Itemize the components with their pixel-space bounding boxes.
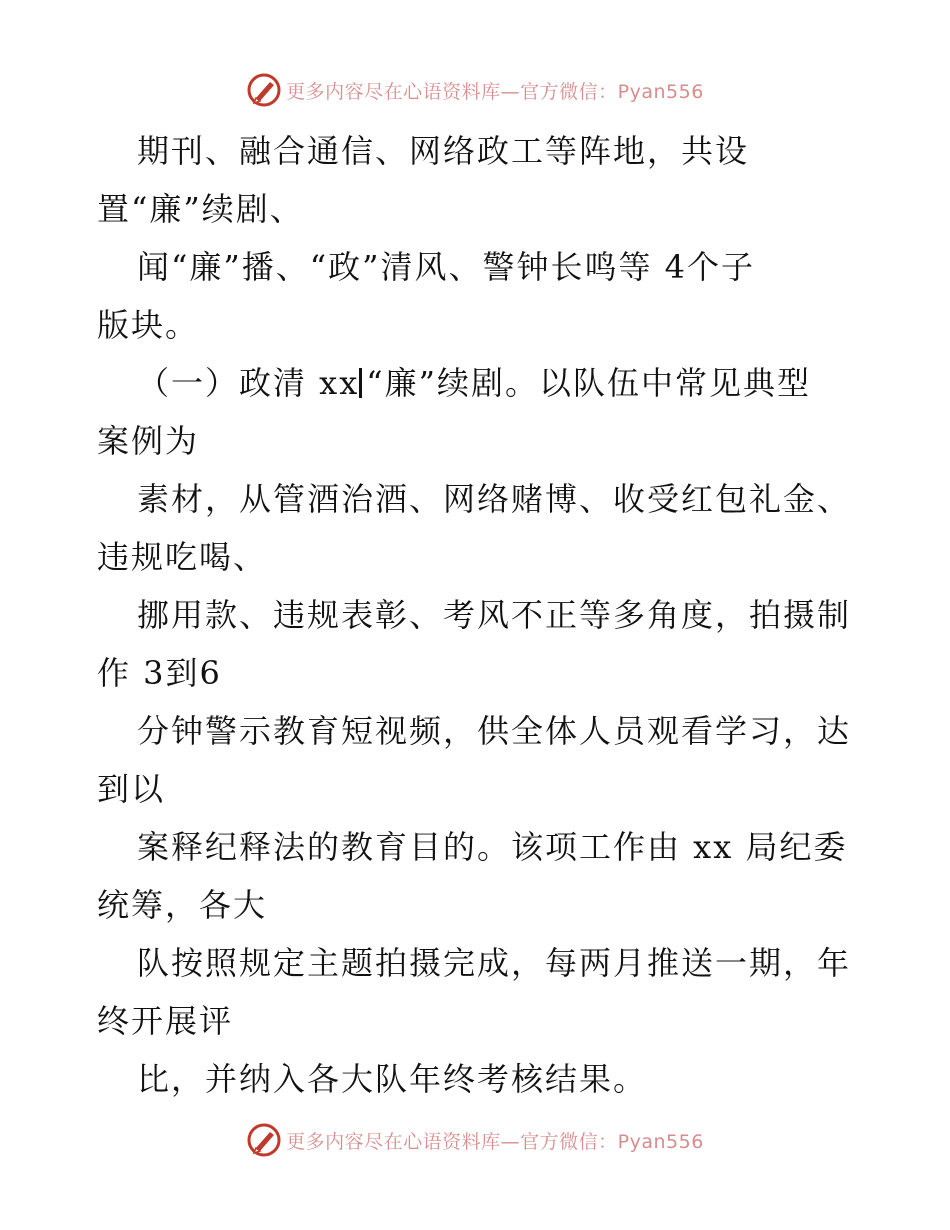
body-line-section-heading	[97, 354, 857, 412]
body-line: 终开展评	[97, 1002, 234, 1040]
section-heading-label: （一）政清 xx	[137, 364, 360, 402]
body-line: 统筹，各大	[97, 886, 268, 924]
body-line: 挪用款、违规表彰、考风不正等多角度，拍摄制	[137, 596, 852, 634]
footer-banner-text: 更多内容尽在心语资料库—官方微信：Pyan556	[286, 1130, 704, 1153]
text-cursor	[359, 368, 362, 398]
body-line: 案例为	[97, 422, 200, 460]
body-line: 置“廉”续剧、	[97, 190, 304, 228]
body-line: 期刊、融合通信、网络政工等阵地，共设	[137, 132, 750, 170]
body-line: 违规吃喝、	[97, 538, 268, 576]
body-line: 素材，从管酒治酒、网络赌博、收受红包礼金、	[137, 480, 852, 518]
header-banner-text: 更多内容尽在心语资料库—官方微信：Pyan556	[286, 80, 704, 103]
pen-logo-icon	[246, 72, 282, 108]
body-line: 比，并纳入各大队年终考核结果。	[137, 1060, 648, 1098]
body-line: 案释纪释法的教育目的。该项工作由 xx 局纪委	[137, 828, 848, 866]
body-line: 到以	[97, 770, 166, 808]
body-line: 分钟警示教育短视频，供全体人员观看学习，达	[137, 712, 852, 750]
body-line: 版块。	[97, 306, 200, 344]
body-line: 作 3到6	[97, 654, 222, 692]
section-heading-text: “廉”续剧。以队伍中常见典型	[366, 364, 812, 402]
body-line: 闻“廉”播、“政”清风、警钟长鸣等 4个子	[137, 248, 755, 286]
pen-logo-icon	[246, 1122, 282, 1158]
document-body	[97, 122, 857, 1108]
body-line: 队按照规定主题拍摄完成，每两月推送一期，年	[137, 944, 852, 982]
header-banner	[0, 70, 950, 110]
footer-banner	[0, 1120, 950, 1160]
